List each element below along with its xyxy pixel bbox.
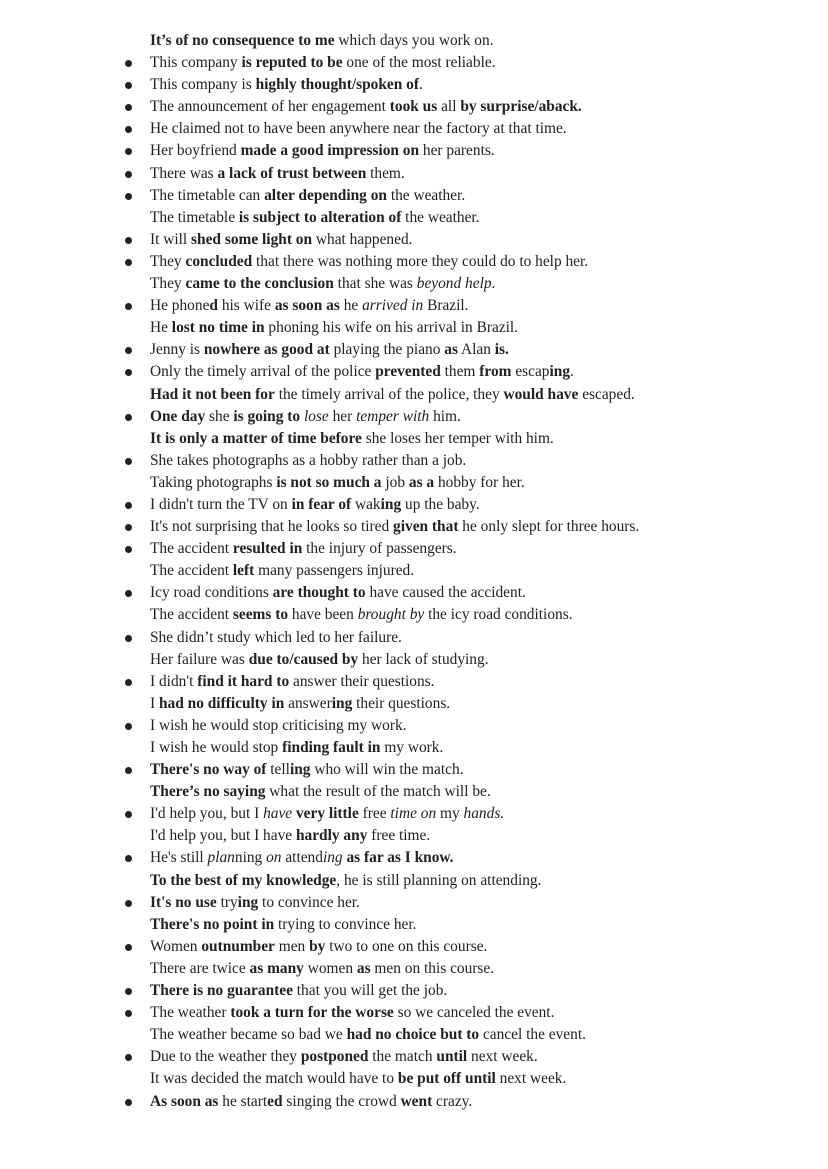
text-run: . <box>418 76 423 94</box>
bold-text: took us <box>389 98 438 116</box>
bold-text: There's no point in <box>150 915 275 933</box>
text-run: which days you work on. <box>334 32 494 49</box>
text-run: The weather <box>150 1004 231 1022</box>
bold-text: It’s of no consequence to me <box>150 32 335 49</box>
bold-text: had no choice but to <box>346 1026 480 1044</box>
text-run: . <box>570 363 574 381</box>
bold-text: is reputed to be <box>241 54 343 72</box>
bullet-dot-icon <box>125 635 132 642</box>
continuation-line <box>0 384 828 406</box>
text-run: He phone <box>150 297 210 315</box>
bold-text: postponed <box>300 1048 369 1066</box>
text-run: It was decided the match would have to <box>150 1070 398 1088</box>
bold-text: very little <box>295 805 359 823</box>
text-run: the weather. <box>386 186 466 204</box>
bold-text: nowhere as good at <box>203 341 330 359</box>
text-run: singing the crowd <box>282 1092 401 1110</box>
bullet-dot-icon <box>125 855 132 862</box>
bold-text: resulted in <box>232 540 303 558</box>
bold-text: hardly any <box>295 827 368 845</box>
bold-text: as a <box>408 473 435 491</box>
bold-text: alter depending on <box>264 186 387 204</box>
bold-text: by surprise/aback. <box>460 98 582 116</box>
bullet-item <box>0 582 828 604</box>
bold-text: as many <box>249 959 304 977</box>
bullet-item <box>0 140 828 162</box>
bullet-dot-icon <box>125 1099 132 1106</box>
bullet-item <box>0 185 828 207</box>
continuation-line <box>0 30 828 52</box>
text-run: wak <box>351 495 381 513</box>
bold-text: Had it not been for <box>150 385 275 403</box>
continuation-line <box>0 693 828 715</box>
bold-text: a lack of trust between <box>217 164 367 182</box>
bold-text: from <box>479 363 512 381</box>
bold-text: concluded <box>185 252 253 270</box>
text-run: The announcement of her engagement <box>150 98 390 116</box>
continuation-line <box>0 914 828 936</box>
bold-text: As soon as <box>150 1092 219 1110</box>
text-run: trying to convince her. <box>274 915 417 933</box>
continuation-line <box>0 1068 828 1090</box>
bullet-item <box>0 494 828 516</box>
text-run: escap <box>511 363 550 381</box>
text-run: that there was nothing more they could do to help her. <box>252 252 589 270</box>
bullet-item <box>0 980 828 1002</box>
bullet-dot-icon <box>125 82 132 89</box>
bold-text: To the best of my knowledge <box>150 871 337 889</box>
text-run: Jenny is <box>150 341 204 359</box>
text-run: I wish he would stop criticising my work. <box>150 716 407 734</box>
bullet-item <box>0 339 828 361</box>
text-run: The weather became so bad we <box>150 1026 347 1044</box>
bullet-item <box>0 627 828 649</box>
text-run: my <box>436 805 464 823</box>
text-run: her lack of studying. <box>358 650 489 668</box>
text-run: she <box>205 407 234 425</box>
text-run: them <box>440 363 480 381</box>
bullet-item <box>0 450 828 472</box>
bullet-dot-icon <box>125 679 132 686</box>
text-run: Alan <box>457 341 495 359</box>
text-run: This company <box>150 54 242 72</box>
text-run: I'd help you, but I <box>150 805 264 823</box>
text-run: men <box>274 937 310 955</box>
text-run: Her boyfriend <box>150 142 241 160</box>
bold-text: prevented <box>375 363 441 381</box>
text-run: two to one on this course. <box>325 937 488 955</box>
bold-text: d <box>209 297 218 315</box>
text-run: Icy road conditions <box>150 584 273 602</box>
bullet-dot-icon <box>125 369 132 376</box>
text-run: He's still <box>150 849 208 867</box>
bullet-dot-icon <box>125 988 132 995</box>
text-run: he <box>339 297 363 315</box>
bold-text: ing <box>289 761 311 779</box>
text-run: She takes photographs as a hobby rather than a job. <box>150 451 467 469</box>
text-run: Brazil. <box>423 297 469 315</box>
bullet-item <box>0 229 828 251</box>
continuation-line <box>0 825 828 847</box>
text-run: Her failure was <box>150 650 249 668</box>
bold-text: outnumber <box>201 937 275 955</box>
text-run: have caused the accident. <box>365 584 526 602</box>
bullet-dot-icon <box>125 347 132 354</box>
bullet-dot-icon <box>125 126 132 133</box>
bold-text: There's no way of <box>150 761 267 779</box>
bullet-dot-icon <box>125 546 132 553</box>
bullet-dot-icon <box>125 193 132 200</box>
bold-text: is subject to alteration of <box>238 208 402 226</box>
bold-text: is not so much a <box>276 473 382 491</box>
bullet-item <box>0 715 828 737</box>
text-run: I'd help you, but I have <box>150 827 296 845</box>
text-run: to convince her. <box>258 893 360 911</box>
bullet-dot-icon <box>125 1010 132 1017</box>
text-run: she loses her temper with him. <box>361 429 554 447</box>
text-run: who will win the match. <box>310 761 464 779</box>
continuation-line <box>0 317 828 339</box>
bold-text: ing <box>331 694 353 712</box>
bold-text: There is no guarantee <box>150 982 293 1000</box>
text-run: The timetable <box>150 208 239 226</box>
bold-text: ed <box>267 1092 283 1110</box>
text-run: one of the most reliable. <box>342 54 496 72</box>
continuation-line <box>0 560 828 582</box>
text-run: hobby for her. <box>434 473 525 491</box>
text-run: He <box>150 319 172 337</box>
bullet-dot-icon <box>125 944 132 951</box>
text-run: he start <box>218 1092 268 1110</box>
bold-text: ing <box>237 893 259 911</box>
bold-text: went <box>400 1092 433 1110</box>
bold-text: would have <box>503 385 579 403</box>
continuation-line <box>0 604 828 626</box>
text-run: the timely arrival of the police, they <box>274 385 504 403</box>
text-run: The accident <box>150 562 233 580</box>
text-run: They <box>150 252 186 270</box>
bold-text: find it hard to <box>197 672 290 690</box>
continuation-line <box>0 737 828 759</box>
continuation-line <box>0 472 828 494</box>
text-run: I didn't turn the TV on <box>150 495 292 513</box>
bullet-item <box>0 163 828 185</box>
text-run: the icy road conditions. <box>424 606 573 624</box>
text-run: He claimed not to have been anywhere near the factory at that time. <box>150 120 567 138</box>
bullet-item <box>0 671 828 693</box>
text-run: so we canceled the event. <box>393 1004 555 1022</box>
bold-text: ing <box>380 495 402 513</box>
bullet-dot-icon <box>125 414 132 421</box>
italic-text: beyond help <box>416 275 492 293</box>
bullet-dot-icon <box>125 60 132 67</box>
text-run: what happened. <box>312 230 413 248</box>
text-run: They <box>150 275 186 293</box>
italic-text: have <box>263 805 293 823</box>
text-run: what the result of the match will be. <box>265 783 491 801</box>
bullet-item <box>0 516 828 538</box>
bold-text: ing <box>549 363 571 381</box>
text-run: her <box>328 407 357 425</box>
text-run: Only the timely arrival of the police <box>150 363 376 381</box>
bullet-item <box>0 759 828 781</box>
bullet-dot-icon <box>125 104 132 111</box>
text-run: escaped. <box>578 385 635 403</box>
bold-text: One day <box>150 407 206 425</box>
bullet-dot-icon <box>125 723 132 730</box>
text-run: I wish he would stop <box>150 739 283 756</box>
bold-text: as <box>356 959 371 977</box>
bold-text: until <box>436 1048 468 1066</box>
document-body <box>0 30 828 1113</box>
text-run: all <box>437 98 461 116</box>
bullet-item <box>0 1002 828 1024</box>
continuation-line <box>0 273 828 295</box>
bullet-item <box>0 1091 828 1113</box>
text-run: her parents. <box>419 142 495 160</box>
text-run: that you will get the job. <box>292 982 448 1000</box>
text-run: next week. <box>467 1048 538 1066</box>
bold-text: lost no time in <box>171 319 265 337</box>
italic-text: arrived in <box>362 297 424 315</box>
text-run: my work. <box>380 739 444 756</box>
bold-text: came to the conclusion <box>185 275 334 293</box>
bold-text: given that <box>393 518 459 536</box>
text-run: , he is still planning on attending. <box>336 871 542 889</box>
bold-text: as soon as <box>274 297 340 315</box>
bullet-dot-icon <box>125 458 132 465</box>
text-run: cancel the event. <box>479 1026 586 1044</box>
text-run: he only slept for three hours. <box>458 518 640 536</box>
text-run: try <box>216 893 238 911</box>
bold-text: made a good impression on <box>240 142 420 160</box>
bullet-dot-icon <box>125 767 132 774</box>
text-run: It's not surprising that he looks so tired <box>150 518 394 536</box>
bullet-item <box>0 406 828 428</box>
bold-text: finding fault in <box>282 739 381 756</box>
text-run: them. <box>366 164 405 182</box>
text-run: crazy. <box>432 1092 473 1110</box>
text-run: Women <box>150 937 202 955</box>
bullet-dot-icon <box>125 524 132 531</box>
bold-text: is. <box>494 341 509 359</box>
text-run: next week. <box>495 1070 567 1088</box>
bold-text: are thought to <box>272 584 366 602</box>
bullet-item <box>0 892 828 914</box>
bullet-dot-icon <box>125 590 132 597</box>
text-run: This company is <box>150 76 256 94</box>
text-run: women <box>303 959 357 977</box>
text-run: answer their questions. <box>289 672 435 690</box>
bold-text: had no difficulty in <box>158 694 285 712</box>
text-run: the injury of passengers. <box>302 540 457 558</box>
italic-text: temper with <box>356 407 430 425</box>
text-run: men on this course. <box>370 959 495 977</box>
bold-text: left <box>232 562 255 580</box>
bold-text: is going to <box>233 407 301 425</box>
text-run: phoning his wife on his arrival in Brazil. <box>264 319 519 337</box>
bullet-item <box>0 936 828 958</box>
text-run: playing the piano <box>329 341 445 359</box>
bold-text: be put off until <box>397 1070 496 1088</box>
italic-text: brought by <box>357 606 425 624</box>
italic-text: hands. <box>463 805 505 823</box>
bold-text: It is only a matter of time before <box>150 429 362 447</box>
italic-text: on <box>266 849 282 867</box>
bullet-item <box>0 251 828 273</box>
bullet-item <box>0 847 828 869</box>
text-run: the match <box>368 1048 437 1066</box>
bold-text: shed some light on <box>191 230 313 248</box>
bold-text: by <box>309 937 326 955</box>
italic-text: plan <box>207 849 235 867</box>
bullet-item <box>0 1046 828 1068</box>
text-run: that she was <box>333 275 417 293</box>
text-run: tell <box>266 761 290 779</box>
text-run: free <box>358 805 391 823</box>
text-run: have been <box>288 606 358 624</box>
text-run: The accident <box>150 606 233 624</box>
bold-text: as far as I know. <box>346 849 454 867</box>
continuation-line <box>0 781 828 803</box>
continuation-line <box>0 870 828 892</box>
bullet-dot-icon <box>125 148 132 155</box>
continuation-line <box>0 1024 828 1046</box>
text-run: ning <box>234 849 267 867</box>
text-run: The timetable can <box>150 186 265 204</box>
text-run: free time. <box>367 827 431 845</box>
bullet-dot-icon <box>125 811 132 818</box>
text-run: his wife <box>217 297 275 315</box>
bullet-dot-icon <box>125 259 132 266</box>
text-run: their questions. <box>352 694 451 712</box>
text-run: I <box>150 694 159 712</box>
text-run: I didn't <box>150 672 198 690</box>
continuation-line <box>0 428 828 450</box>
continuation-line <box>0 649 828 671</box>
text-run: him. <box>429 407 461 425</box>
bullet-item <box>0 538 828 560</box>
bold-text: in fear of <box>291 495 352 513</box>
bold-text: There’s no saying <box>150 783 266 801</box>
italic-text: time on <box>390 805 437 823</box>
bold-text: highly thought/spoken of <box>255 76 419 94</box>
bullet-item <box>0 52 828 74</box>
bullet-dot-icon <box>125 237 132 244</box>
text-run: She didn’t study which led to her failure. <box>150 628 402 646</box>
bullet-item <box>0 74 828 96</box>
bullet-item <box>0 361 828 383</box>
text-run: It will <box>150 230 192 248</box>
text-run: many passengers injured. <box>254 562 415 580</box>
bold-text: took a turn for the worse <box>230 1004 394 1022</box>
bullet-dot-icon <box>125 303 132 310</box>
bullet-dot-icon <box>125 1054 132 1061</box>
bold-text: It's no use <box>150 893 217 911</box>
bold-text: due to/caused by <box>248 650 359 668</box>
text-run: the weather. <box>401 208 480 226</box>
bullet-item <box>0 803 828 825</box>
italic-text: ing <box>322 849 343 867</box>
bold-text: seems to <box>232 606 289 624</box>
text-run: There are twice <box>150 959 250 977</box>
bullet-dot-icon <box>125 502 132 509</box>
text-run: answer <box>284 694 332 712</box>
bold-text: as <box>444 341 458 359</box>
continuation-line <box>0 207 828 229</box>
text-run: Taking photographs <box>150 473 277 491</box>
text-run: Due to the weather they <box>150 1048 301 1066</box>
text-run: There was <box>150 164 218 182</box>
bullet-dot-icon <box>125 171 132 178</box>
bullet-item <box>0 295 828 317</box>
italic-text: lose <box>303 407 329 425</box>
text-run: . <box>491 275 496 293</box>
bullet-dot-icon <box>125 900 132 907</box>
text-run: attend <box>281 849 323 867</box>
text-run: up the baby. <box>401 495 480 513</box>
bullet-item <box>0 96 828 118</box>
bullet-item <box>0 118 828 140</box>
text-run: job <box>381 473 409 491</box>
continuation-line <box>0 958 828 980</box>
text-run: The accident <box>150 540 233 558</box>
